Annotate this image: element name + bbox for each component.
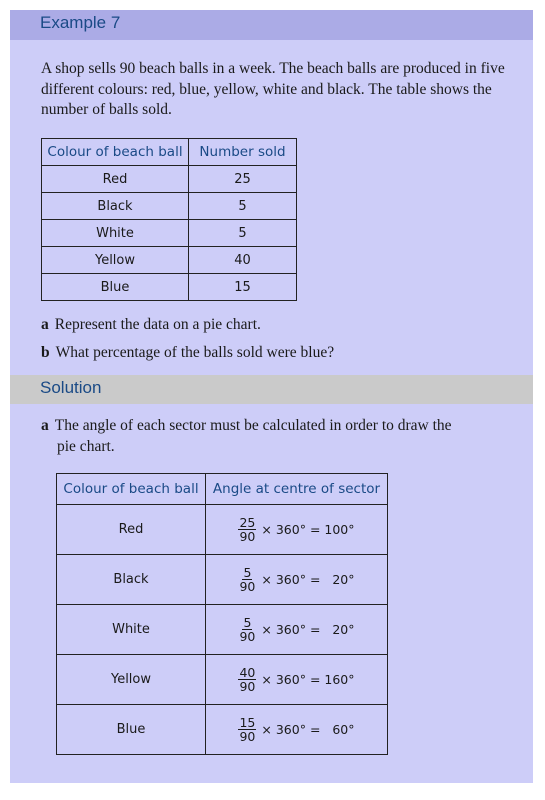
fraction-numerator: 40 xyxy=(239,665,256,680)
number-cell: 5 xyxy=(189,193,297,220)
fraction-denominator: 90 xyxy=(239,679,256,694)
solution-title: Solution xyxy=(40,378,102,397)
fraction-denominator: 90 xyxy=(239,529,256,544)
table-row xyxy=(42,166,297,193)
table-row xyxy=(57,505,388,555)
table-row xyxy=(42,220,297,247)
colour-cell: Yellow xyxy=(42,247,189,274)
fraction xyxy=(238,516,256,543)
table-header-row xyxy=(42,139,297,166)
angle-result: = 60° xyxy=(309,722,355,737)
angle-calculation xyxy=(238,716,354,743)
colour-cell: Red xyxy=(42,166,189,193)
question-text: What percentage of the balls sold were blue? xyxy=(55,344,335,361)
angle-result: = 20° xyxy=(309,622,355,637)
table-header-row xyxy=(57,474,388,505)
angle-result: = 20° xyxy=(309,572,355,587)
solution-header xyxy=(10,375,533,404)
example-title: Example 7 xyxy=(40,13,121,32)
question-letter: b xyxy=(41,344,50,361)
colour-cell: White xyxy=(57,605,206,655)
problem-statement: A shop sells 90 beach balls in a week. The beach balls are produced in five different colours: red, blue, yellow, white and black. The table shows the number of balls sold. xyxy=(41,60,505,118)
column-header-number-sold: Number sold xyxy=(189,139,297,166)
angle-calculation xyxy=(238,616,354,643)
colour-cell: Black xyxy=(57,555,206,605)
question-text: Represent the data on a pie chart. xyxy=(54,316,261,333)
column-header-colour: Colour of beach ball xyxy=(57,474,206,505)
fraction xyxy=(238,716,256,743)
table-row xyxy=(42,274,297,301)
solution-text-line2: pie chart. xyxy=(57,438,115,455)
angle-calculation xyxy=(238,666,354,693)
table-row xyxy=(57,655,388,705)
example-panel xyxy=(10,10,533,783)
colour-cell: Black xyxy=(42,193,189,220)
colour-cell: Blue xyxy=(42,274,189,301)
question-b xyxy=(41,344,334,362)
angle-calc-cell xyxy=(206,555,388,605)
fraction xyxy=(238,666,256,693)
angle-result: = 100° xyxy=(309,522,355,537)
angle-calc-cell xyxy=(206,655,388,705)
number-cell: 15 xyxy=(189,274,297,301)
column-header-colour: Colour of beach ball xyxy=(42,139,189,166)
fraction-denominator: 90 xyxy=(239,579,256,594)
colour-cell: White xyxy=(42,220,189,247)
table-row xyxy=(57,555,388,605)
table-row xyxy=(57,605,388,655)
colour-cell: Red xyxy=(57,505,206,555)
angle-result: = 160° xyxy=(309,672,355,687)
fraction xyxy=(238,616,256,643)
table-row xyxy=(42,247,297,274)
question-a xyxy=(41,316,261,334)
times-360: × 360° xyxy=(261,672,306,687)
table-row xyxy=(42,193,297,220)
solution-letter: a xyxy=(41,417,49,434)
fraction-numerator: 5 xyxy=(243,565,252,580)
fraction-numerator: 25 xyxy=(239,515,256,530)
question-letter: a xyxy=(41,316,49,333)
example-header xyxy=(10,10,533,40)
solution-part-a xyxy=(41,415,511,457)
fraction xyxy=(238,566,256,593)
times-360: × 360° xyxy=(261,722,306,737)
angle-table xyxy=(56,473,388,755)
fraction-numerator: 5 xyxy=(243,615,252,630)
angle-calc-cell xyxy=(206,705,388,755)
times-360: × 360° xyxy=(261,522,306,537)
number-cell: 25 xyxy=(189,166,297,193)
fraction-numerator: 15 xyxy=(239,715,256,730)
colour-cell: Blue xyxy=(57,705,206,755)
angle-calc-cell xyxy=(206,505,388,555)
number-cell: 5 xyxy=(189,220,297,247)
colour-cell: Yellow xyxy=(57,655,206,705)
times-360: × 360° xyxy=(261,622,306,637)
column-header-angle: Angle at centre of sector xyxy=(206,474,388,505)
table-row xyxy=(57,705,388,755)
number-cell: 40 xyxy=(189,247,297,274)
fraction-denominator: 90 xyxy=(239,729,256,744)
angle-calculation xyxy=(238,516,354,543)
solution-text-line1: The angle of each sector must be calculated in order to draw the xyxy=(54,417,452,434)
times-360: × 360° xyxy=(261,572,306,587)
fraction-denominator: 90 xyxy=(239,629,256,644)
angle-calculation xyxy=(238,566,354,593)
angle-calc-cell xyxy=(206,605,388,655)
sales-table xyxy=(41,138,297,301)
